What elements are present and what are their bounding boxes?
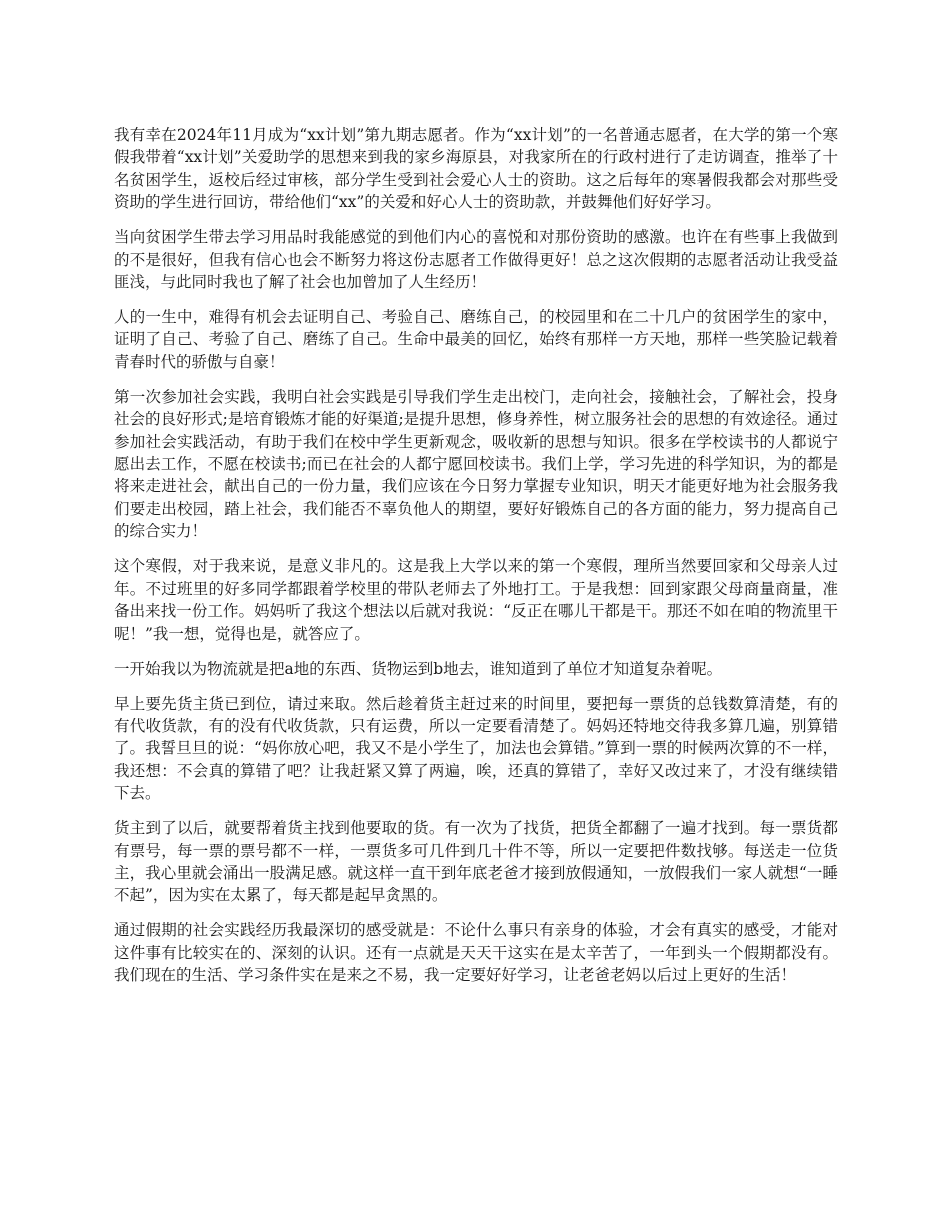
document-body: [114, 124, 838, 999]
paragraph-9: 通过假期的社会实践经历我最深切的感受就是：不论什么事只有亲身的体验，才会有真实的感受，才能对这件事有比较实在的、深刻的认识。还有一点就是天天干这实在是太辛苦了，一年到头一个假期都没有。我们现在的生活、学习条件实在是来之不易，我一定要好好学习，让老爸老妈以后过上更好的生活！: [114, 921, 838, 985]
paragraph-2: 当向贫困学生带去学习用品时我能感觉的到他们内心的喜悦和对那份资助的感激。也许在有些事上我做到的不是很好，但我有信心也会不断努力将这份志愿者工作做得更好！总之这次假期的志愿者活动让我受益匪浅，与此同时我也了解了社会也加曾加了人生经历！: [114, 228, 838, 292]
paragraph-1: 我有幸在2024年11月成为“xx计划”第九期志愿者。作为“xx计划”的一名普通志愿者，在大学的第一个寒假我带着“xx计划”关爱助学的思想来到我的家乡海原县，对我家所在的行政村进行了走访调查，推举了十名贫困学生，返校后经过审核，部分学生受到社会爱心人士的资助。这之后每年的寒暑假我都会对那些受资助的学生进行回访，带给他们“xx”的关爱和好心人士的资助款，并鼓舞他们好好学习。: [114, 126, 838, 212]
paragraph-4: 第一次参加社会实践，我明白社会实践是引导我们学生走出校门，走向社会，接触社会，了解社会，投身社会的良好形式;是培育锻炼才能的好渠道;是提升思想，修身养性，树立服务社会的思想的有效途径。通过参加社会实践活动，有助于我们在校中学生更新观念，吸收新的思想与知识。很多在学校读书的人都说宁愿出去工作，不愿在校读书;而已在社会的人都宁愿回校读书。我们上学，学习先进的科学知识，为的都是将来走进社会，献出自己的一份力量，我们应该在今日努力掌握专业知识，明天才能更好地为社会服务我们要走出校园，踏上社会，我们能否不辜负他人的期望，要好好锻炼自己的各方面的能力，努力提高自己的综合实力！: [114, 387, 838, 541]
paragraph-6: 一开始我以为物流就是把a地的东西、货物运到b地去，谁知道到了单位才知道复杂着呢。: [114, 659, 723, 678]
paragraph-3: 人的一生中，难得有机会去证明自己、考验自己、磨练自己，的校园里和在二十几户的贫困学生的家中，证明了自己、考验了自己、磨练了自己。生命中最美的回忆，始终有那样一方天地，那样一些笑脸记载着青春时代的骄傲与自豪！: [114, 308, 838, 371]
paragraph-8: 货主到了以后，就要帮着货主找到他要取的货。有一次为了找货，把货全都翻了一遍才找到。每一票货都有票号，每一票的票号都不一样，一票货多可几件到几十件不等，所以一定要把件数找够。每送走一位货主，我心里就会涌出一股满足感。就这样一直干到年底老爸才接到放假通知，一放假我们一家人就想“一睡不起”，因为实在太累了，每天都是起早贪黑的。: [114, 819, 838, 905]
paragraph-5: 这个寒假，对于我来说，是意义非凡的。这是我上大学以来的第一个寒假，理所当然要回家和父母亲人过年。不过班里的好多同学都跟着学校里的带队老师去了外地打工。于是我想：回到家跟父母商量商量，准备出来找一份工作。妈妈听了我这个想法以后就对我说：“反正在哪儿干都是干。那还不如在咱的物流里干呢！”我一想，觉得也是，就答应了。: [114, 557, 838, 643]
paragraph-7: 早上要先货主货已到位，请过来取。然后趁着货主赶过来的时间里，要把每一票货的总钱数算清楚，有的有代收货款，有的没有代收货款，只有运费，所以一定要看清楚了。妈妈还特地交待我多算几遍，别算错了。我誓旦旦的说：“妈你放心吧，我又不是小学生了，加法也会算错。”算到一票的时候两次算的不一样，我还想：不会真的算错了吧？让我赶紧又算了两遍，唉，还真的算错了，幸好又改过来了，才没有继续错下去。: [114, 694, 838, 803]
